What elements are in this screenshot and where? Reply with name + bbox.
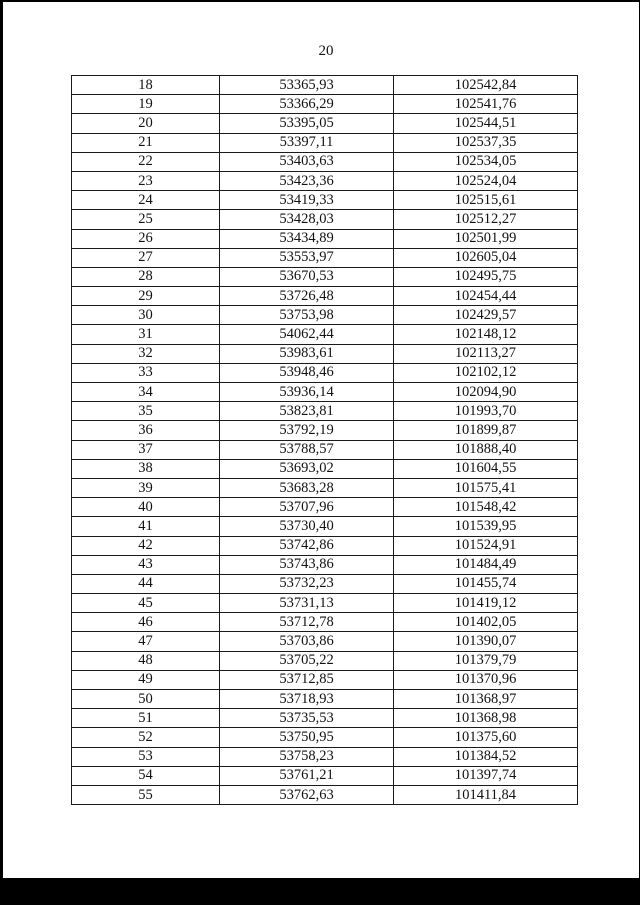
- point-number-cell: 42: [72, 536, 220, 555]
- point-number-cell: 22: [72, 152, 220, 171]
- x-coordinate-cell: 53936,14: [220, 383, 394, 402]
- table-row: [72, 440, 578, 459]
- point-number-cell: 47: [72, 632, 220, 651]
- table-row: [72, 555, 578, 574]
- y-coordinate-cell: 101455,74: [394, 574, 578, 593]
- y-coordinate-cell: 102537,35: [394, 133, 578, 152]
- coordinates-table-body: [72, 76, 578, 805]
- table-row: [72, 728, 578, 747]
- y-coordinate-cell: 102534,05: [394, 152, 578, 171]
- table-row: [72, 574, 578, 593]
- table-row: [72, 594, 578, 613]
- table-row: [72, 421, 578, 440]
- table-row: [72, 709, 578, 728]
- table-row: [72, 306, 578, 325]
- table-row: [72, 498, 578, 517]
- x-coordinate-cell: 53553,97: [220, 248, 394, 267]
- point-number-cell: 40: [72, 498, 220, 517]
- x-coordinate-cell: 53365,93: [220, 76, 394, 95]
- point-number-cell: 51: [72, 709, 220, 728]
- x-coordinate-cell: 53683,28: [220, 478, 394, 497]
- point-number-cell: 26: [72, 229, 220, 248]
- x-coordinate-cell: 53983,61: [220, 344, 394, 363]
- y-coordinate-cell: 102454,44: [394, 287, 578, 306]
- point-number-cell: 28: [72, 267, 220, 286]
- point-number-cell: 20: [72, 114, 220, 133]
- y-coordinate-cell: 101524,91: [394, 536, 578, 555]
- point-number-cell: 48: [72, 651, 220, 670]
- y-coordinate-cell: 101379,79: [394, 651, 578, 670]
- y-coordinate-cell: 102102,12: [394, 363, 578, 382]
- x-coordinate-cell: 53434,89: [220, 229, 394, 248]
- y-coordinate-cell: 101397,74: [394, 766, 578, 785]
- table-row: [72, 766, 578, 785]
- point-number-cell: 31: [72, 325, 220, 344]
- x-coordinate-cell: 53750,95: [220, 728, 394, 747]
- x-coordinate-cell: 53730,40: [220, 517, 394, 536]
- table-row: [72, 229, 578, 248]
- document-page: [3, 2, 639, 878]
- point-number-cell: 29: [72, 287, 220, 306]
- x-coordinate-cell: 53726,48: [220, 287, 394, 306]
- y-coordinate-cell: 101888,40: [394, 440, 578, 459]
- page-number: 20: [318, 43, 334, 59]
- x-coordinate-cell: 53788,57: [220, 440, 394, 459]
- y-coordinate-cell: 102148,12: [394, 325, 578, 344]
- y-coordinate-cell: 101548,42: [394, 498, 578, 517]
- point-number-cell: 43: [72, 555, 220, 574]
- table-row: [72, 747, 578, 766]
- x-coordinate-cell: 53823,81: [220, 402, 394, 421]
- y-coordinate-cell: 101384,52: [394, 747, 578, 766]
- point-number-cell: 44: [72, 574, 220, 593]
- y-coordinate-cell: 101375,60: [394, 728, 578, 747]
- x-coordinate-cell: 53718,93: [220, 690, 394, 709]
- point-number-cell: 32: [72, 344, 220, 363]
- x-coordinate-cell: 53792,19: [220, 421, 394, 440]
- y-coordinate-cell: 102542,84: [394, 76, 578, 95]
- point-number-cell: 53: [72, 747, 220, 766]
- y-coordinate-cell: 101484,49: [394, 555, 578, 574]
- table-row: [72, 325, 578, 344]
- y-coordinate-cell: 102524,04: [394, 171, 578, 190]
- table-row: [72, 785, 578, 804]
- table-row: [72, 76, 578, 95]
- y-coordinate-cell: 102094,90: [394, 383, 578, 402]
- y-coordinate-cell: 102544,51: [394, 114, 578, 133]
- x-coordinate-cell: 53742,86: [220, 536, 394, 555]
- point-number-cell: 36: [72, 421, 220, 440]
- table-row: [72, 363, 578, 382]
- y-coordinate-cell: 101899,87: [394, 421, 578, 440]
- x-coordinate-cell: 53735,53: [220, 709, 394, 728]
- x-coordinate-cell: 53397,11: [220, 133, 394, 152]
- point-number-cell: 49: [72, 670, 220, 689]
- y-coordinate-cell: 102605,04: [394, 248, 578, 267]
- x-coordinate-cell: 53403,63: [220, 152, 394, 171]
- point-number-cell: 50: [72, 690, 220, 709]
- table-row: [72, 171, 578, 190]
- table-row: [72, 517, 578, 536]
- point-number-cell: 23: [72, 171, 220, 190]
- y-coordinate-cell: 102512,27: [394, 210, 578, 229]
- table-row: [72, 152, 578, 171]
- table-row: [72, 670, 578, 689]
- x-coordinate-cell: 53705,22: [220, 651, 394, 670]
- y-coordinate-cell: 101370,96: [394, 670, 578, 689]
- point-number-cell: 27: [72, 248, 220, 267]
- point-number-cell: 25: [72, 210, 220, 229]
- table-row: [72, 344, 578, 363]
- y-coordinate-cell: 101390,07: [394, 632, 578, 651]
- table-row: [72, 95, 578, 114]
- y-coordinate-cell: 102515,61: [394, 191, 578, 210]
- x-coordinate-cell: 53428,03: [220, 210, 394, 229]
- x-coordinate-cell: 54062,44: [220, 325, 394, 344]
- point-number-cell: 55: [72, 785, 220, 804]
- table-row: [72, 651, 578, 670]
- x-coordinate-cell: 53761,21: [220, 766, 394, 785]
- x-coordinate-cell: 53758,23: [220, 747, 394, 766]
- x-coordinate-cell: 53707,96: [220, 498, 394, 517]
- y-coordinate-cell: 101419,12: [394, 594, 578, 613]
- table-row: [72, 267, 578, 286]
- table-row: [72, 248, 578, 267]
- table-row: [72, 210, 578, 229]
- point-number-cell: 35: [72, 402, 220, 421]
- x-coordinate-cell: 53731,13: [220, 594, 394, 613]
- table-row: [72, 191, 578, 210]
- table-row: [72, 383, 578, 402]
- point-number-cell: 19: [72, 95, 220, 114]
- y-coordinate-cell: 102495,75: [394, 267, 578, 286]
- y-coordinate-cell: 102113,27: [394, 344, 578, 363]
- point-number-cell: 30: [72, 306, 220, 325]
- y-coordinate-cell: 101411,84: [394, 785, 578, 804]
- x-coordinate-cell: 53948,46: [220, 363, 394, 382]
- y-coordinate-cell: 101368,97: [394, 690, 578, 709]
- table-row: [72, 613, 578, 632]
- x-coordinate-cell: 53419,33: [220, 191, 394, 210]
- point-number-cell: 18: [72, 76, 220, 95]
- point-number-cell: 37: [72, 440, 220, 459]
- point-number-cell: 38: [72, 459, 220, 478]
- point-number-cell: 41: [72, 517, 220, 536]
- x-coordinate-cell: 53712,78: [220, 613, 394, 632]
- y-coordinate-cell: 101993,70: [394, 402, 578, 421]
- table-row: [72, 114, 578, 133]
- x-coordinate-cell: 53743,86: [220, 555, 394, 574]
- point-number-cell: 54: [72, 766, 220, 785]
- point-number-cell: 39: [72, 478, 220, 497]
- y-coordinate-cell: 101368,98: [394, 709, 578, 728]
- y-coordinate-cell: 102501,99: [394, 229, 578, 248]
- y-coordinate-cell: 101402,05: [394, 613, 578, 632]
- y-coordinate-cell: 101539,95: [394, 517, 578, 536]
- x-coordinate-cell: 53703,86: [220, 632, 394, 651]
- table-row: [72, 402, 578, 421]
- x-coordinate-cell: 53423,36: [220, 171, 394, 190]
- x-coordinate-cell: 53670,53: [220, 267, 394, 286]
- point-number-cell: 45: [72, 594, 220, 613]
- table-row: [72, 632, 578, 651]
- point-number-cell: 33: [72, 363, 220, 382]
- point-number-cell: 46: [72, 613, 220, 632]
- table-row: [72, 478, 578, 497]
- coordinates-table: [71, 75, 578, 805]
- point-number-cell: 34: [72, 383, 220, 402]
- y-coordinate-cell: 101575,41: [394, 478, 578, 497]
- table-row: [72, 690, 578, 709]
- y-coordinate-cell: 102541,76: [394, 95, 578, 114]
- y-coordinate-cell: 101604,55: [394, 459, 578, 478]
- x-coordinate-cell: 53395,05: [220, 114, 394, 133]
- table-row: [72, 459, 578, 478]
- x-coordinate-cell: 53762,63: [220, 785, 394, 804]
- point-number-cell: 52: [72, 728, 220, 747]
- table-row: [72, 536, 578, 555]
- x-coordinate-cell: 53732,23: [220, 574, 394, 593]
- y-coordinate-cell: 102429,57: [394, 306, 578, 325]
- x-coordinate-cell: 53366,29: [220, 95, 394, 114]
- x-coordinate-cell: 53712,85: [220, 670, 394, 689]
- x-coordinate-cell: 53693,02: [220, 459, 394, 478]
- point-number-cell: 24: [72, 191, 220, 210]
- table-row: [72, 287, 578, 306]
- x-coordinate-cell: 53753,98: [220, 306, 394, 325]
- table-row: [72, 133, 578, 152]
- point-number-cell: 21: [72, 133, 220, 152]
